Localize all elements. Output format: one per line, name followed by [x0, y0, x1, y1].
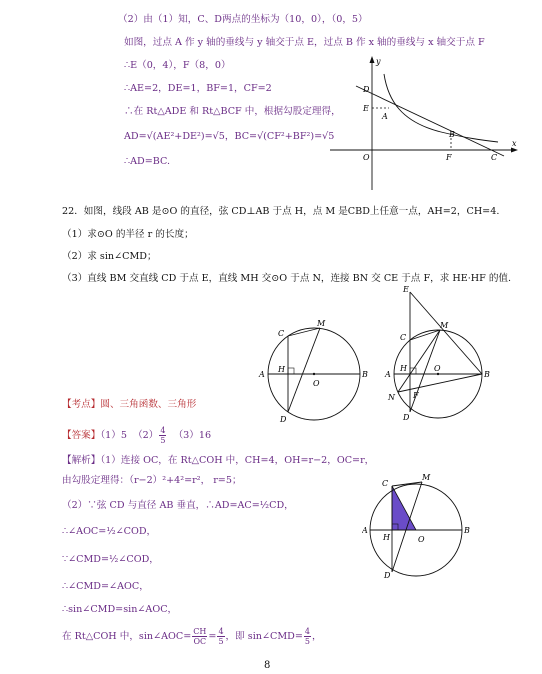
frac-oc: OC: [193, 637, 207, 646]
center-dot: [313, 373, 315, 375]
label-M: M: [422, 473, 431, 482]
part2-line2: 如图，过点 A 作 y 轴的垂线与 y 轴交于点 E，过点 B 作 x 轴的垂线与 x 轴交于点 F: [124, 37, 485, 48]
label-A: A: [385, 370, 391, 379]
answer-line: [62, 426, 211, 445]
label-B: B: [362, 370, 368, 379]
label-D: D: [363, 85, 370, 94]
label-O: O: [434, 364, 441, 373]
frac-4-5-a: [217, 627, 224, 646]
step2-b: ∴∠AOC=½∠COD，: [62, 526, 157, 537]
kaodian-text: 【考点】圆、三角函数、三角形: [62, 399, 197, 410]
seg-md: [288, 328, 320, 412]
answer-2-prefix: （2）: [133, 430, 159, 441]
shaded-triangle-coh: [392, 486, 416, 530]
label-D: D: [384, 571, 391, 580]
label-O: O: [313, 379, 320, 388]
part2-line3: ∴E（0，4），F（8，0）: [124, 60, 231, 71]
label-H: H: [400, 364, 407, 373]
step2-f: 在 Rt△COH 中，sin∠AOC= $\frac{CH}{OC}$ = $\frac{4}{5}$ ，即 sin∠CMD= $\frac{4}{5}$ ，: [62, 627, 322, 646]
label-C: C: [278, 329, 285, 338]
circle-figure-2: [382, 282, 498, 422]
part2-line7: ∴AD=BC.: [124, 156, 171, 167]
label-A: A: [382, 112, 388, 121]
circle-figure-1: [258, 316, 372, 426]
right-angle-mark: [288, 368, 294, 374]
page-number: 8: [264, 660, 271, 671]
y-axis-arrow: [370, 56, 375, 63]
step2-e: ∴sin∠CMD=sin∠AOC，: [62, 604, 178, 615]
coordinate-figure: [326, 52, 522, 194]
frac-4-5-b: [304, 627, 311, 646]
frac-a-num: 4: [218, 627, 224, 636]
step2-a: （2）∵弦 CD 与直径 AB 垂直，∴AD=AC=½CD，: [62, 500, 294, 511]
q22-part2: （2）求 sin∠CMD；: [62, 251, 157, 262]
frac-a-den: 5: [218, 637, 224, 646]
part2-line6: AD=√(AE²+DE²)=√5，BC=√(CF²+BF²)=√5: [124, 131, 335, 142]
line-dc: [356, 86, 504, 156]
step2-f-mid: ，即 sin∠CMD=: [225, 631, 303, 642]
label-A: A: [362, 526, 368, 535]
label-C: C: [382, 479, 389, 488]
label-B: B: [464, 526, 470, 535]
answer-1: （1）5: [100, 430, 127, 441]
label-O: O: [418, 535, 425, 544]
answer-label: 【答案】: [62, 430, 101, 441]
label-E: E: [403, 285, 409, 294]
part2-line5: ∴在 Rt△ADE 和 Rt△BCF 中，根据勾股定理得，: [124, 106, 341, 117]
label-O: O: [363, 153, 370, 162]
line-eb: [410, 292, 482, 374]
label-y: y: [376, 57, 381, 66]
q22-part3: （3）直线 BM 交直线 CD 于点 E，直线 MH 交⊙O 于点 N，连接 BN 交 CE 于点 F，求 HE·HF 的值.: [62, 273, 512, 284]
q22-part1: （1）求⊙O 的半径 r 的长度；: [62, 229, 194, 240]
answer-2-fraction: [159, 426, 166, 445]
part2-line4: ∴AE=2，DE=1，BF=1，CF=2: [124, 83, 272, 94]
part2-line1: （2）由（1）知，C、D两点的坐标为（10，0），（0，5）: [118, 14, 368, 25]
x-axis-arrow: [511, 148, 518, 153]
label-F: F: [446, 153, 452, 162]
q22-title: 22．如图，线段 AB 是⊙O 的直径，弦 CD⊥AB 于点 H，点 M 是CBD上任意一点，AH=2，CH=4.: [62, 206, 500, 217]
label-F: F: [413, 391, 419, 400]
jiexi-line: 【解析】（1）连接 OC，在 Rt△COH 中，CH=4，OH=r−2，OC=r，: [62, 455, 375, 466]
frac-b-den: 5: [304, 637, 310, 646]
label-x: x: [512, 139, 517, 148]
frac-ch: CH: [193, 627, 207, 636]
line-nb: [398, 374, 482, 392]
hyperbola-curve: [384, 74, 498, 142]
step2-f-end: ，: [311, 631, 322, 642]
label-A: A: [259, 370, 265, 379]
answer-2-den: 5: [160, 436, 166, 445]
label-H: H: [383, 533, 390, 542]
label-D: D: [403, 413, 410, 422]
answer-3: （3）16: [173, 430, 212, 441]
answer-2-num: 4: [160, 426, 166, 435]
label-C: C: [400, 333, 407, 342]
kaodian-line: [62, 399, 196, 411]
label-B: B: [484, 370, 490, 379]
label-E: E: [363, 104, 369, 113]
label-H: H: [278, 365, 285, 374]
label-N: N: [388, 393, 395, 402]
label-C: C: [491, 153, 498, 162]
circle-figure-3: [362, 468, 480, 580]
center-dot: [437, 373, 439, 375]
label-D: D: [280, 415, 287, 424]
gougu-line: 由勾股定理得：（r−2）²+4²=r²， r=5；: [62, 475, 242, 486]
label-M: M: [440, 321, 449, 330]
frac-ch-oc: [192, 627, 207, 646]
frac-b-num: 4: [304, 627, 310, 636]
label-B: B: [449, 130, 455, 139]
step2-d: ∴∠CMD=∠AOC，: [62, 581, 149, 592]
step2-c: ∵∠CMD=½∠COD，: [62, 554, 159, 565]
label-M: M: [317, 319, 326, 328]
step2-f-prefix: 在 Rt△COH 中，sin∠AOC=: [62, 631, 192, 642]
